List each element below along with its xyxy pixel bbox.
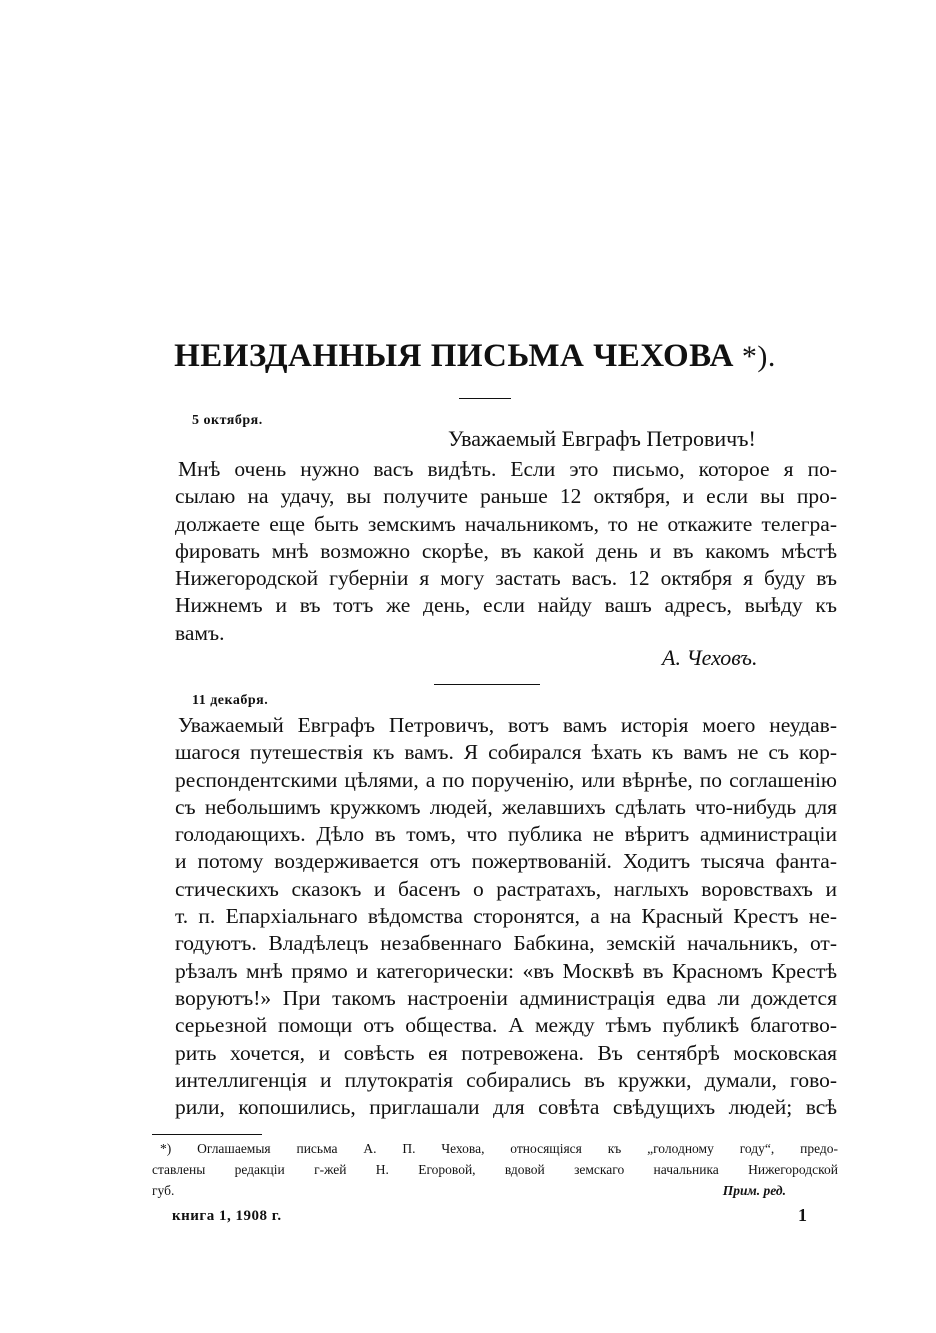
text-line: годуютъ. Владѣлецъ незабвеннаго Бабкина, земскій начальникъ, от- (175, 931, 837, 956)
running-foot: книга 1, 1908 г. (172, 1208, 282, 1224)
letter-date: 11 декабря. (192, 693, 269, 708)
section-divider (434, 684, 540, 685)
footnote-line-wrap (152, 1180, 838, 1201)
text-line: серьезной помощи отъ общества. А между тѣмъ публикѣ благотво- (175, 1013, 837, 1038)
letter-body (175, 456, 837, 647)
signature: А. Чеховъ. (662, 645, 758, 670)
text-line: сылаю на удачу, вы получите раньше 12 октября, и если вы про- (175, 484, 837, 509)
text-line: рить хочется, и совѣсть ея потревожена. Въ сентябрѣ московская (175, 1040, 837, 1065)
letter-date: 5 октября. (192, 413, 263, 428)
text-line: т. п. Епархіальнаго вѣдомства сторонятся, а на Красный Крестъ не- (175, 904, 837, 929)
text-line: вамъ. (175, 620, 225, 645)
footnote-mark: *). (733, 340, 776, 373)
footnote-line: ставлены редакціи г-жей Н. Егоровой, вдовой земскаго начальника Нижегородской (152, 1162, 838, 1177)
page-number: 1 (798, 1205, 807, 1225)
text-line: шагося путешествія къ вамъ. Я собирался ѣхать къ вамъ не съ кор- (175, 740, 837, 765)
text-line: и потому воздерживается отъ пожертвованій. Ходитъ тысяча фанта- (175, 849, 837, 874)
text-line: рили, копошились, приглашали для совѣта свѣдущихъ людей; всѣ (175, 1095, 837, 1120)
editor-note: Прим. ред. (722, 1183, 786, 1198)
text-line: рѣзалъ мнѣ прямо и категорически: «въ Москвѣ въ Красномъ Крестѣ (175, 958, 837, 983)
text-line: стическихъ сказокъ и басенъ о растратахъ, наглыхъ воровствахъ и (175, 876, 837, 901)
text-line: Нижегородской губерніи я могу застать васъ. 12 октября я буду въ (175, 566, 837, 591)
text-line: респондентскими цѣлями, а по порученію, или вѣрнѣе, по соглашенію (175, 767, 837, 792)
text-line: голодающихъ. Дѣло въ томъ, что публика не вѣритъ администраціи (175, 822, 837, 847)
title-text: НЕИЗДАННЫЯ ПИСЬМА ЧЕХОВА (174, 338, 734, 374)
footnote (152, 1138, 838, 1201)
section-divider (459, 398, 511, 399)
footnote-rule (152, 1134, 262, 1135)
text-line: Нижнемъ и въ тотъ же день, если найду вашъ адресъ, выѣду къ (175, 593, 837, 618)
text-line: должаете еще быть земскимъ начальникомъ, то не откажите телегра- (175, 511, 837, 536)
text-line: Мнѣ очень нужно васъ видѣть. Если это письмо, которое я по- (178, 457, 837, 481)
letter-body (175, 712, 837, 1121)
article-title (150, 338, 800, 375)
text-line: интеллигенція и плутократія собирались въ кружки, думали, гово- (175, 1067, 837, 1092)
text-line: Уважаемый Евграфъ Петровичъ, вотъ вамъ исторія моего неудав- (178, 713, 837, 737)
text-line: фировать мнѣ возможно скорѣе, въ какой день и въ какомъ мѣстѣ (175, 538, 837, 563)
text-line: воруютъ!» При такомъ настроеніи администрація едва ли дождется (175, 985, 837, 1010)
footnote-line: губ. (152, 1183, 175, 1198)
text-line: съ небольшимъ кружкомъ людей, желавшихъ сдѣлать что-нибудь для (175, 794, 837, 819)
footnote-line: *) Оглашаемыя письма А. П. Чехова, относящіяся къ „голодному году“, предо- (160, 1141, 838, 1156)
salutation: Уважаемый Евграфъ Петровичъ! (448, 426, 756, 451)
